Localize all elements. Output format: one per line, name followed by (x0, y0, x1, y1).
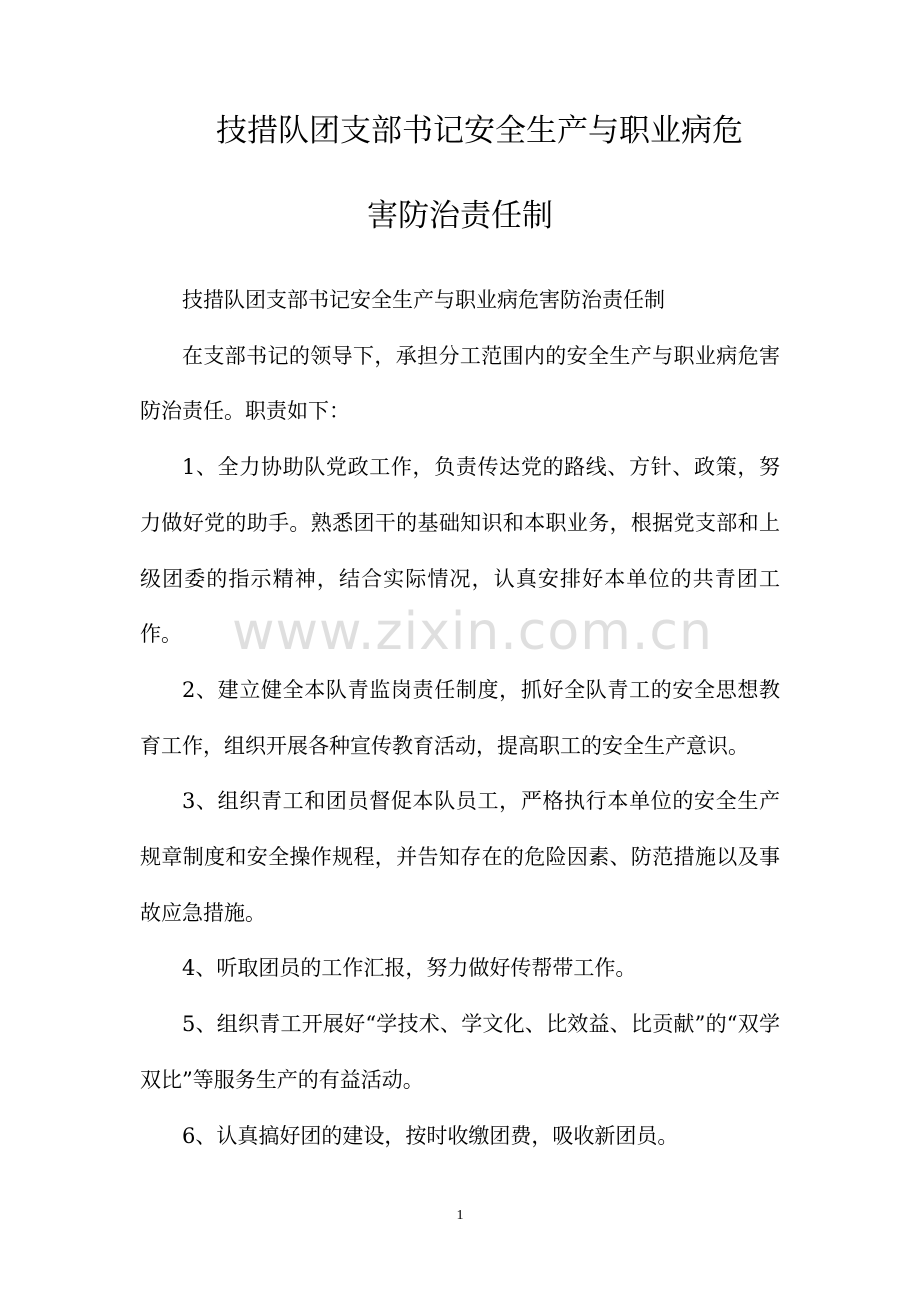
body-paragraph: 6、认真搞好团的建设，按时收缴团费，吸收新团员。 (182, 1123, 679, 1148)
body-paragraph: 2、建立健全本队青监岗责任制度，抓好全队青工的安全思想教育工作，组织开展各种宣传教育活动，提高职工的安全生产意识。 (140, 677, 780, 758)
body-paragraph: 3、组织青工和团员督促本队员工，严格执行本单位的安全生产规章制度和安全操作规程，并告知存在的危险因素、防范措施以及事故应急措施。 (140, 789, 780, 925)
body-paragraph: 在支部书记的领导下，承担分工范围内的安全生产与职业病危害防治责任。职责如下： (140, 343, 780, 424)
body-paragraph: 4、听取团员的工作汇报，努力做好传帮带工作。 (182, 956, 637, 981)
body-paragraph: 1、全力协助队党政工作，负责传达党的路线、方针、政策，努力做好党的助手。熟悉团干的基础知识和本职业务，根据党支部和上级团委的指示精神，结合实际情况，认真安排好本单位的共青团工作。 (140, 455, 780, 647)
body-paragraph: 技措队团支部书记安全生产与职业病危害防治责任制 (182, 288, 665, 312)
body-paragraph: 5、组织青工开展好“学技术、学文化、比效益、比贡献”的“双学双比”等服务生产的有益活动。 (140, 1012, 780, 1092)
document-title-line-1: 技措队团支部书记安全生产与职业病危 (216, 113, 743, 149)
watermark: www.zixin.com.cn (232, 602, 713, 662)
page-number: 1 (456, 1208, 464, 1223)
document-body (140, 273, 780, 1164)
document-title-line-2: 害防治责任制 (367, 198, 553, 234)
